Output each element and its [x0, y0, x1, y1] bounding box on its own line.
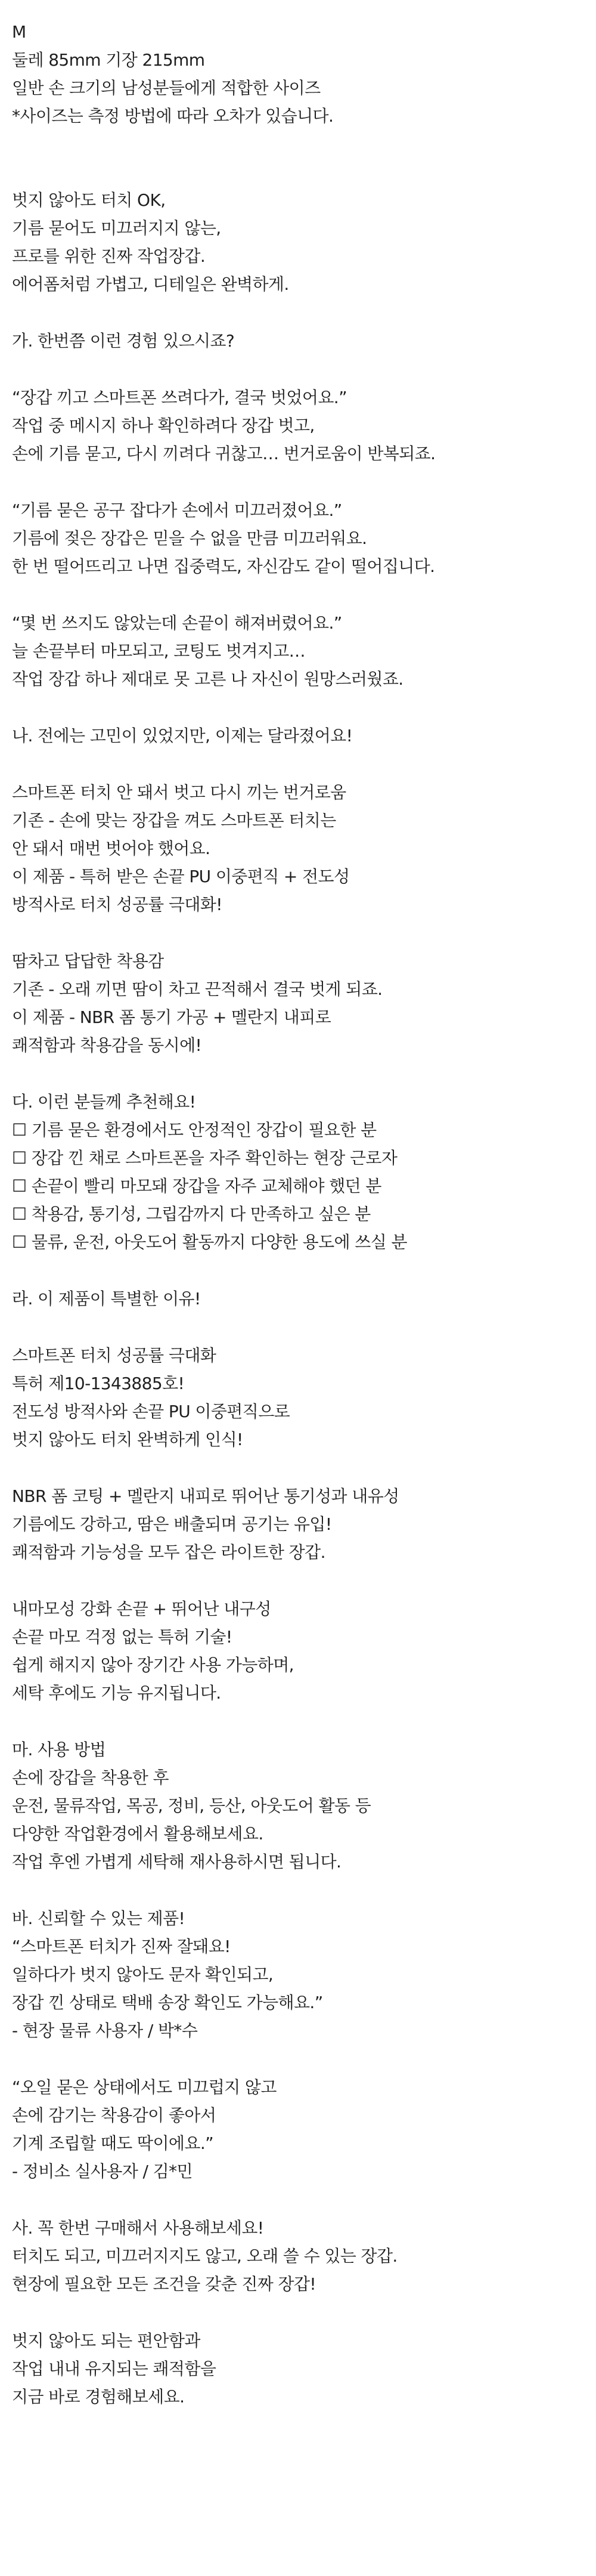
- text-line: 운전, 물류작업, 목공, 정비, 등산, 아웃도어 활동 등: [12, 1796, 371, 1816]
- text-line: 쾌적함과 착용감을 동시에!: [12, 1035, 202, 1055]
- text-line: 손에 기름 묻고, 다시 끼려다 귀찮고… 번거로움이 반복되죠.: [12, 444, 436, 463]
- text-line: 마. 사용 방법: [12, 1740, 106, 1759]
- text-line: 가. 한번쯤 이런 경험 있으시죠?: [12, 331, 235, 351]
- text-block: [12, 327, 584, 355]
- text-line: 작업 장갑 하나 제대로 못 고른 나 자신이 원망스러웠죠.: [12, 669, 403, 689]
- text-block: [12, 2214, 584, 2298]
- text-line: 다. 이런 분들께 추천해요!: [12, 1092, 196, 1112]
- text-line: 이 제품 - 특허 받은 손끝 PU 이중편직 + 전도성: [12, 867, 350, 886]
- text-line: 작업 중 메시지 하나 확인하려다 장갑 벗고,: [12, 416, 315, 435]
- text-block: [12, 1482, 584, 1566]
- text-line: 스마트폰 터치 성공률 극대화: [12, 1346, 216, 1365]
- text-line: 세탁 후에도 기능 유지됩니다.: [12, 1683, 221, 1703]
- text-line: 터치도 되고, 미끄러지지도 않고, 오래 쓸 수 있는 장갑.: [12, 2246, 398, 2266]
- text-line: 나. 전에는 고민이 있었지만, 이제는 달라졌어요!: [12, 726, 353, 746]
- text-line: ☐ 착용감, 통기성, 그립감까지 다 만족하고 싶은 분: [12, 1204, 371, 1224]
- text-line: 기존 - 손에 맞는 장갑을 껴도 스마트폰 터치는: [12, 811, 336, 830]
- text-line: 사. 꼭 한번 구매해서 사용해보세요!: [12, 2218, 264, 2238]
- text-block: [12, 1595, 584, 1707]
- text-block: [12, 1088, 584, 1256]
- text-line: NBR 폼 코팅 + 멜란지 내피로 뛰어난 통기성과 내유성: [12, 1486, 399, 1506]
- text-line: 내마모성 강화 손끝 + 뛰어난 내구성: [12, 1599, 271, 1619]
- text-line: 기존 - 오래 끼면 땀이 차고 끈적해서 결국 벗게 되죠.: [12, 979, 383, 999]
- product-description: [12, 18, 584, 2411]
- text-line: 기름에 젖은 장갑은 믿을 수 없을 만큼 미끄러워요.: [12, 528, 367, 548]
- text-line: 특허 제10-1343885호!: [12, 1374, 185, 1393]
- text-block: [12, 1736, 584, 1876]
- text-line: 쾌적함과 기능성을 모두 잡은 라이트한 장갑.: [12, 1542, 325, 1562]
- text-line: 기름에도 강하고, 땀은 배출되며 공기는 유입!: [12, 1514, 332, 1534]
- text-line: 다양한 작업환경에서 활용해보세요.: [12, 1824, 263, 1844]
- text-line: 기름 묻어도 미끄러지지 않는,: [12, 218, 221, 238]
- text-block: [12, 1341, 584, 1454]
- text-block: [12, 186, 584, 298]
- text-block: [12, 722, 584, 750]
- text-block: [12, 1285, 584, 1313]
- text-line: 손에 장갑을 착용한 후: [12, 1768, 169, 1788]
- text-line: 손에 감기는 착용감이 좋아서: [12, 2105, 216, 2125]
- text-line: 이 제품 - NBR 폼 통기 가공 + 멜란지 내피로: [12, 1007, 331, 1027]
- text-block: [12, 2073, 584, 2185]
- text-line: 방적사로 터치 성공률 극대화!: [12, 895, 222, 914]
- text-line: 둘레 85mm 기장 215mm: [12, 50, 205, 70]
- text-block: [12, 609, 584, 693]
- text-block: [12, 947, 584, 1059]
- text-line: 벗지 않아도 터치 완벽하게 인식!: [12, 1430, 243, 1449]
- text-line: 손끝 마모 걱정 없는 특허 기술!: [12, 1627, 232, 1647]
- text-line: 장갑 낀 상태로 택배 송장 확인도 가능해요.”: [12, 1993, 323, 2012]
- text-line: - 정비소 실사용자 / 김*민: [12, 2161, 193, 2181]
- text-line: 한 번 떨어뜨리고 나면 집중력도, 자신감도 같이 떨어집니다.: [12, 556, 435, 576]
- text-line: 벗지 않아도 터치 OK,: [12, 190, 166, 210]
- text-line: “장갑 끼고 스마트폰 쓰려다가, 결국 벗었어요.”: [12, 388, 347, 407]
- text-line: *사이즈는 측정 방법에 따라 오차가 있습니다.: [12, 106, 334, 126]
- text-line: 에어폼처럼 가볍고, 디테일은 완벽하게.: [12, 274, 289, 294]
- text-line: 일반 손 크기의 남성분들에게 적합한 사이즈: [12, 78, 321, 98]
- text-line: 늘 손끝부터 마모되고, 코팅도 벗겨지고…: [12, 641, 306, 661]
- text-line: 바. 신뢰할 수 있는 제품!: [12, 1909, 185, 1928]
- text-line: 기계 조립할 때도 딱이에요.”: [12, 2133, 214, 2153]
- text-line: “스마트폰 터치가 진짜 잘돼요!: [12, 1937, 231, 1956]
- text-line: 라. 이 제품이 특별한 이유!: [12, 1289, 201, 1309]
- text-block: [12, 384, 584, 468]
- text-line: 작업 후엔 가볍게 세탁해 재사용하시면 됩니다.: [12, 1852, 342, 1872]
- text-line: 안 돼서 매번 벗어야 했어요.: [12, 839, 210, 858]
- text-line: ☐ 기름 묻은 환경에서도 안정적인 장갑이 필요한 분: [12, 1120, 377, 1140]
- text-block: [12, 496, 584, 580]
- text-line: ☐ 손끝이 빨리 마모돼 장갑을 자주 교체해야 했던 분: [12, 1176, 381, 1196]
- text-block: [12, 1904, 584, 2045]
- text-line: 쉽게 해지지 않아 장기간 사용 가능하며,: [12, 1655, 294, 1675]
- text-line: M: [12, 22, 26, 42]
- text-line: “오일 묻은 상태에서도 미끄럽지 않고: [12, 2077, 277, 2097]
- text-line: “몇 번 쓰지도 않았는데 손끝이 해져버렸어요.”: [12, 613, 342, 633]
- text-line: 현장에 필요한 모든 조건을 갖춘 진짜 장갑!: [12, 2274, 316, 2294]
- text-line: “기름 묻은 공구 잡다가 손에서 미끄러졌어요.”: [12, 500, 342, 520]
- text-line: - 현장 물류 사용자 / 박*수: [12, 2021, 198, 2040]
- text-line: 벗지 않아도 되는 편안함과: [12, 2331, 200, 2351]
- text-line: 스마트폰 터치 안 돼서 벗고 다시 끼는 번거로움: [12, 783, 346, 802]
- text-block: [12, 18, 584, 130]
- text-line: 일하다가 벗지 않아도 문자 확인되고,: [12, 1965, 274, 1984]
- text-line: ☐ 장갑 낀 채로 스마트폰을 자주 확인하는 현장 근로자: [12, 1148, 398, 1168]
- text-line: 전도성 방적사와 손끝 PU 이중편직으로: [12, 1402, 290, 1421]
- text-line: 땀차고 답답한 착용감: [12, 951, 164, 971]
- text-line: ☐ 물류, 운전, 아웃도어 활동까지 다양한 용도에 쓰실 분: [12, 1232, 407, 1252]
- text-block: [12, 778, 584, 919]
- text-line: 프로를 위한 진짜 작업장갑.: [12, 246, 206, 266]
- text-block: [12, 2327, 584, 2411]
- text-line: 지금 바로 경험해보세요.: [12, 2387, 185, 2407]
- text-line: 작업 내내 유지되는 쾌적함을: [12, 2359, 216, 2379]
